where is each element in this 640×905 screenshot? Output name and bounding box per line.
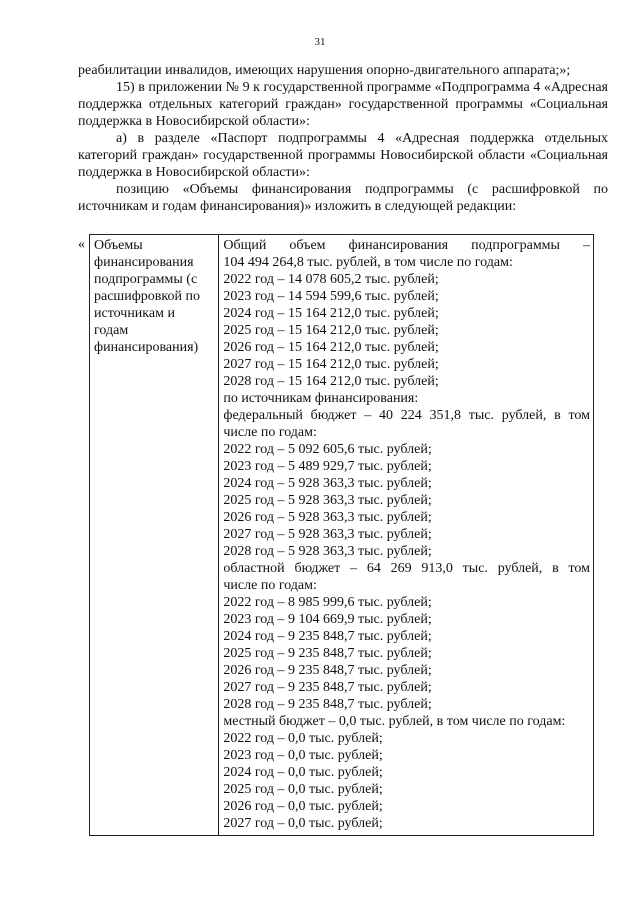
local-budget-line: местный бюджет – 0,0 тыс. рублей, в том числе по годам: — [223, 714, 566, 729]
table-row — [90, 235, 594, 836]
position-name-cell — [90, 235, 219, 836]
total-year-line: 2022 год – 14 078 605,2 тыс. рублей; — [223, 272, 439, 287]
regional-year-line: 2027 год – 9 235 848,7 тыс. рублей; — [223, 680, 432, 695]
regional-budget-line: числе по годам: — [223, 578, 317, 593]
regional-year-line: 2022 год – 8 985 999,6 тыс. рублей; — [223, 595, 432, 610]
position-name-line: финансирования — [94, 255, 194, 270]
total-year-line: 2024 год – 15 164 212,0 тыс. рублей; — [223, 306, 439, 321]
federal-year-line: 2028 год – 5 928 363,3 тыс. рублей; — [223, 544, 432, 559]
local-year-line: 2025 год – 0,0 тыс. рублей; — [223, 782, 383, 797]
opening-quote-mark: « — [78, 237, 85, 252]
federal-budget-line: числе по годам: — [223, 425, 317, 440]
financing-details-cell — [219, 235, 594, 836]
regional-year-line: 2026 год – 9 235 848,7 тыс. рублей; — [223, 663, 432, 678]
federal-year-line: 2027 год – 5 928 363,3 тыс. рублей; — [223, 527, 432, 542]
total-year-line: 2025 год – 15 164 212,0 тыс. рублей; — [223, 323, 439, 338]
local-year-line: 2027 год – 0,0 тыс. рублей; — [223, 816, 383, 831]
local-year-line: 2022 год – 0,0 тыс. рублей; — [223, 731, 383, 746]
regional-year-line: 2024 год – 9 235 848,7 тыс. рублей; — [223, 629, 432, 644]
body-text — [78, 62, 608, 215]
paragraph: позицию «Объемы финансирования подпрограммы (с расшифровкой по источникам и годам финансирования)» изложить в следующей редакции: — [78, 182, 608, 214]
federal-year-line: 2022 год – 5 092 605,6 тыс. рублей; — [223, 442, 432, 457]
sources-heading: по источникам финансирования: — [223, 391, 419, 406]
position-name-line: подпрограммы (с — [94, 272, 198, 287]
financing-table — [89, 234, 594, 836]
total-value: 104 494 264,8 тыс. рублей, в том числе по годам: — [223, 255, 513, 270]
paragraph: а) в разделе «Паспорт подпрограммы 4 «Адресная поддержка отдельных категорий граждан» государственной программы Новосибирской области «Социальная поддержка в Новосибирской области»: — [78, 131, 608, 180]
federal-year-line: 2023 год – 5 489 929,7 тыс. рублей; — [223, 459, 432, 474]
total-year-line: 2028 год – 15 164 212,0 тыс. рублей; — [223, 374, 439, 389]
paragraph: 15) в приложении № 9 к государственной программе «Подпрограмма 4 «Адресная поддержка отдельных категорий граждан» государственной программы «Социальная поддержка в Новосибирской области»: — [78, 80, 608, 129]
local-year-line: 2024 год – 0,0 тыс. рублей; — [223, 765, 383, 780]
regional-year-line: 2023 год – 9 104 669,9 тыс. рублей; — [223, 612, 432, 627]
page-number: 31 — [314, 36, 326, 48]
position-name-line: годам — [94, 323, 129, 338]
position-name-line: финансирования) — [94, 340, 199, 355]
paragraph: реабилитации инвалидов, имеющих нарушения опорно-двигательного аппарата;»; — [78, 63, 571, 78]
local-year-line: 2026 год – 0,0 тыс. рублей; — [223, 799, 383, 814]
federal-budget-line: федеральный бюджет – 40 224 351,8 тыс. рублей, в том — [223, 408, 590, 423]
regional-budget-line: областной бюджет – 64 269 913,0 тыс. рублей, в том — [223, 561, 590, 576]
local-year-line: 2023 год – 0,0 тыс. рублей; — [223, 748, 383, 763]
total-year-line: 2027 год – 15 164 212,0 тыс. рублей; — [223, 357, 439, 372]
federal-year-line: 2024 год – 5 928 363,3 тыс. рублей; — [223, 476, 432, 491]
federal-year-line: 2025 год – 5 928 363,3 тыс. рублей; — [223, 493, 432, 508]
federal-year-line: 2026 год – 5 928 363,3 тыс. рублей; — [223, 510, 432, 525]
regional-year-line: 2025 год – 9 235 848,7 тыс. рублей; — [223, 646, 432, 661]
regional-year-line: 2028 год – 9 235 848,7 тыс. рублей; — [223, 697, 432, 712]
position-name-line: Объемы — [94, 238, 143, 253]
position-name-line: расшифровкой по — [94, 289, 200, 304]
total-year-line: 2023 год – 14 594 599,6 тыс. рублей; — [223, 289, 439, 304]
total-year-line: 2026 год – 15 164 212,0 тыс. рублей; — [223, 340, 439, 355]
position-name-line: источникам и — [94, 306, 175, 321]
total-intro: Общий объем финансирования подпрограммы – — [223, 238, 590, 253]
